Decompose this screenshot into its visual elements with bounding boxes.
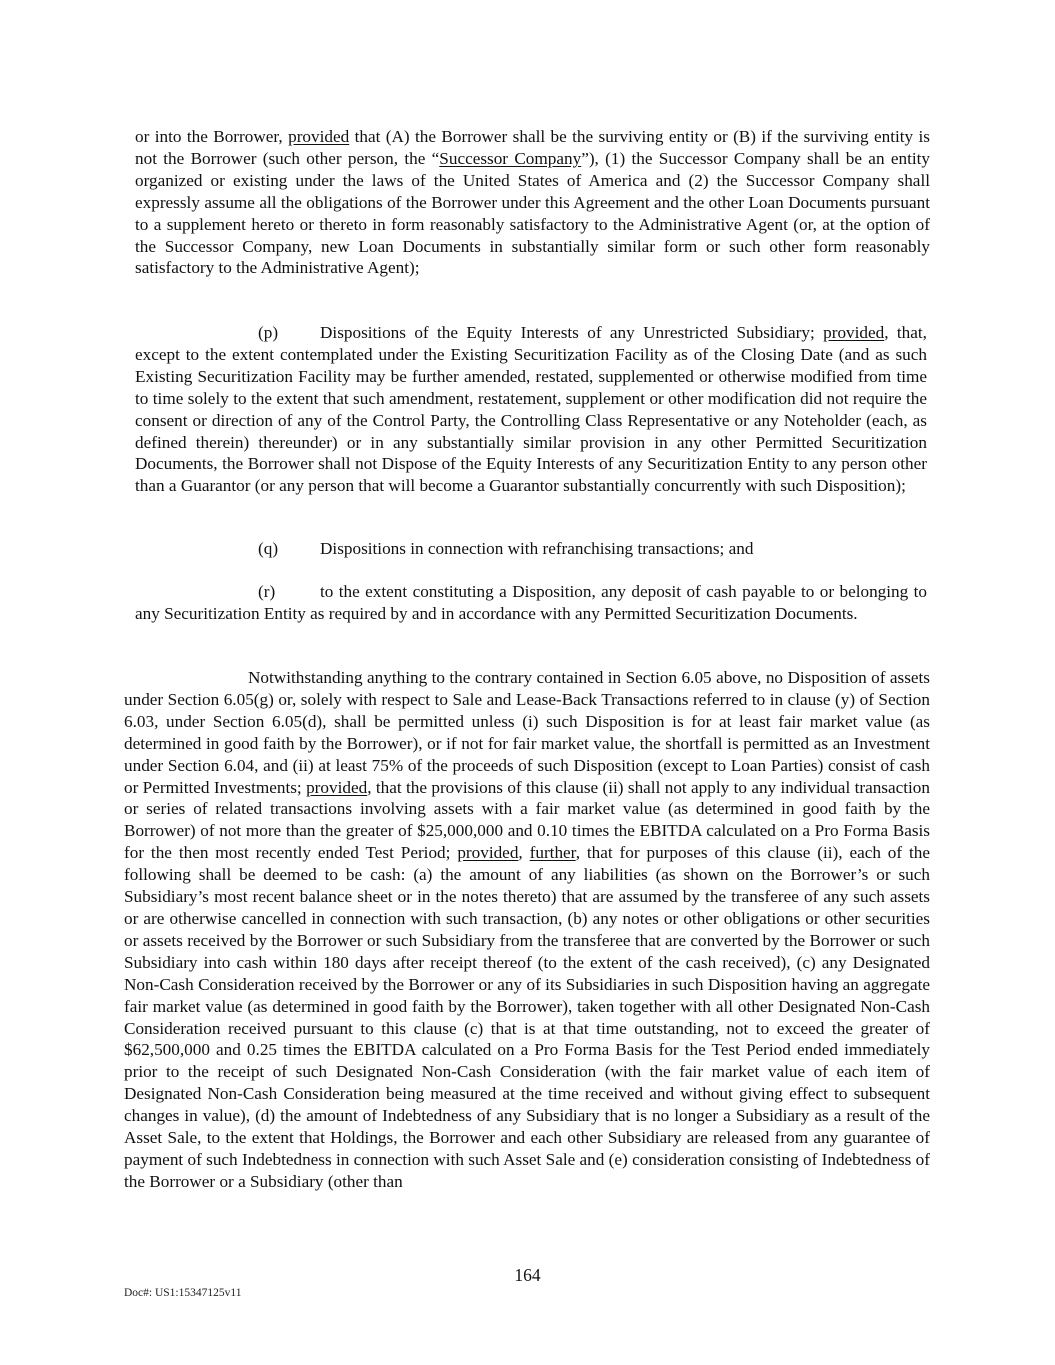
paragraph-notwithstanding [124,667,930,1193]
notwithstanding-text-1: Notwithstanding anything to the contrary contained in Section 6.05 above, no Disposition of assets under Section 6.05(g) or, solely with respect to Sale and Lease-Back Transactions referred to in clause (y) of Section 6.03, under Section 6.05(d), shall be permitted unless (i) such Disposition is for at least fair market value (as determined in good faith by the Borrower), or if not for fair market value, the shortfall is permitted as an Investment under Section 6.04, and (ii) at least 75% of the proceeds of such Disposition (except to Loan Parties) consist of cash or Permitted Investments; [124,668,930,797]
provided-underline: provided [288,127,350,146]
document-id: Doc#: US1:15347125v11 [124,1287,242,1299]
clause-o-text-2: that (A) the Borrower shall be the surviving entity or (B) if the surviving entity is not the Borrower (such other person, the “ [135,127,930,168]
clause-o-text-1: or into the Borrower, [135,127,289,146]
clause-q-text: Dispositions in connection with refranchising transactions; and [320,539,754,558]
paragraph-clause-p [135,322,927,497]
notwithstanding-text-2: , that the provisions of this clause (ii) shall not apply to any individual transaction or series of related transactions involving assets with a fair market value (as determined in good faith by the Borrower) of not more than the greater of $25,000,000 and 0.10 times the EBITDA calculated on a Pro Forma Basis for the then most recently ended Test Period; [124,777,930,863]
provided-underline: provided [306,777,368,797]
provided-underline: provided [823,323,885,342]
further-underline: further [529,843,576,863]
notwithstanding-text-3: , [518,843,530,863]
clause-p-text-2: , that, except to the extent contemplated under the Existing Securitization Facility as of the Closing Date (and as such Existing Securitization Facility may be further amended, restated, supplemented or otherwise modified from time to time solely to the extent that such amendment, restatement, supplement or other modification did not require the consent or direction of any of the Control Party, the Controlling Class Representative or any Noteholder (each, as defined therein) thereunder) or in any substantially similar provision in any other Permitted Securitization Documents, the Borrower shall not Dispose of the Equity Interests of any Securitization Entity to any person other than a Guarantor (or any person that will become a Guarantor substantially concurrently with such Disposition); [135,323,927,496]
paragraph-clause-o-continuation [135,126,930,279]
provided-underline-2: provided [457,843,519,863]
paragraph-clause-q [135,538,927,560]
clause-p-label: (p) [258,323,279,342]
clause-p-text-1: Dispositions of the Equity Interests of any Unrestricted Subsidiary; [320,323,824,342]
successor-company-defined-term: Successor Company [439,148,582,168]
clause-o-text-3: ”), (1) the Successor Company shall be an entity organized or existing under the laws of the United States of America and (2) the Successor Company shall expressly assume all the obligations of the Borrower under this Agreement and the other Loan Documents pursuant to a supplement hereto or thereto in form reasonably satisfactory to the Administrative Agent (or, at the option of the Successor Company, new Loan Documents in substantially similar form or such other form reasonably satisfactory to the Administrative Agent); [135,148,930,278]
notwithstanding-text-4: , that for purposes of this clause (ii), each of the following shall be deemed to be cash: (a) the amount of any liabilities (as shown on the Borrower’s or such Subsidiary’s most recent balance sheet or in the notes thereto) that are assumed by the transferee of any such assets or are otherwise cancelled in connection with such transaction, (b) any notes or other obligations or other securities or assets received by the Borrower or such Subsidiary from the transferee that are converted by the Borrower or such Subsidiary into cash within 180 days after receipt thereof (to the extent of the cash received), (c) any Designated Non-Cash Consideration received by the Borrower or any of its Subsidiaries in such Disposition having an aggregate fair market value (as determined in good faith by the Borrower), taken together with all other Designated Non-Cash Consideration received pursuant to this clause (c) that is at that time outstanding, not to exceed the greater of $62,500,000 and 0.25 times the EBITDA calculated on a Pro Forma Basis for the Test Period ended immediately prior to the receipt of such Designated Non-Cash Consideration (with the fair market value of each item of Designated Non-Cash Consideration being measured at the time received and without giving effect to subsequent changes in value), (d) the amount of Indebtedness of any Subsidiary that is no longer a Subsidiary as a result of the Asset Sale, to the extent that Holdings, the Borrower and each other Subsidiary are released from any guarantee of payment of such Indebtedness in connection with such Asset Sale and (e) consideration consisting of Indebtedness of the Borrower or a Subsidiary (other than [124,843,931,1191]
clause-r-label: (r) [258,582,276,601]
clause-r-text: to the extent constituting a Disposition, any deposit of cash payable to or belonging to any Securitization Entity as required by and in accordance with any Permitted Securitization Documents. [135,582,927,623]
paragraph-clause-r [135,581,927,625]
clause-q-label: (q) [258,539,279,558]
page-number: 164 [514,1265,541,1285]
